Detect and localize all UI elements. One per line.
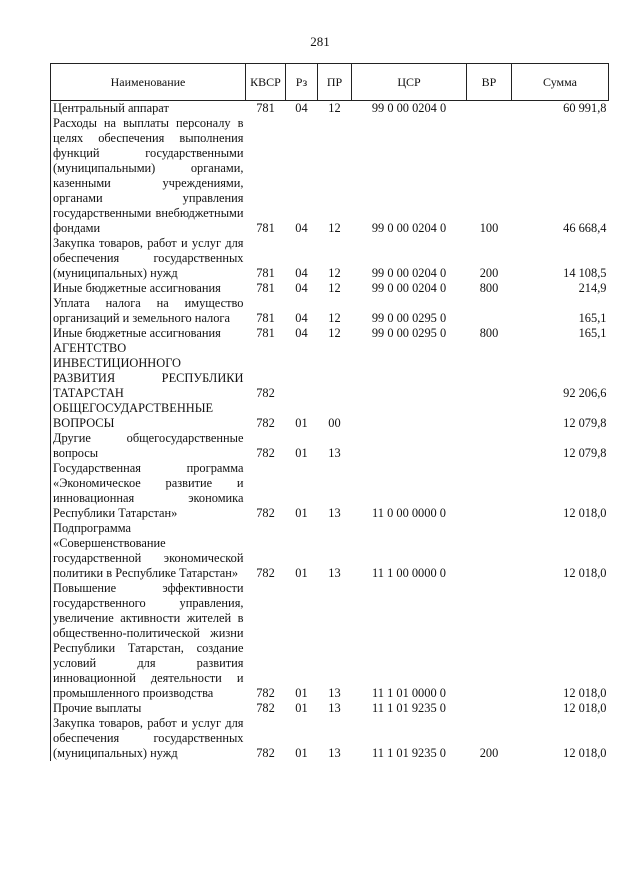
cell-pr: 13 — [328, 566, 341, 580]
cell-name: АГЕНТСТВО ИНВЕСТИЦИОННОГО РАЗВИТИЯ РЕСПУБЛИКИ ТАТАРСТАН — [51, 341, 246, 401]
cell-csr: 99 0 00 0204 0 — [371, 266, 447, 280]
cell-vr: 200 — [479, 266, 499, 280]
cell-name: Повышение эффективности государственного управления, увеличение активности жителей в общественно-политической жизни Республики Татарстан, создание условий для развития инновационной деятельности и промышленного производства — [51, 581, 246, 701]
cell-rz: 04 — [295, 326, 308, 340]
cell-sum: 12 018,0 — [563, 686, 607, 700]
cell-kvsr: 782 — [256, 686, 275, 700]
cell-rz: 04 — [295, 221, 308, 235]
cell-rz: 04 — [295, 311, 308, 325]
table-row — [51, 101, 609, 117]
cell-vr — [467, 341, 512, 401]
cell-name: Иные бюджетные ассигнования — [51, 281, 246, 296]
header-csr: ЦСР — [352, 64, 467, 101]
cell-name: Государственная программа «Экономическое развитие и инновационная экономика Республики Татарстан» — [51, 461, 246, 521]
cell-csr: 11 1 00 0000 0 — [372, 566, 446, 580]
table-row — [51, 341, 609, 401]
cell-pr: 12 — [328, 101, 341, 115]
cell-sum: 12 018,0 — [563, 506, 607, 520]
cell-name: Расходы на выплаты персоналу в целях обеспечения выполнения функций государственными (муниципальными) органами, казенными учреждениями, органами управления государственными внебюджетными фондами — [51, 116, 246, 236]
cell-csr — [352, 401, 467, 431]
header-kvsr: КВСР — [246, 64, 286, 101]
cell-pr: 13 — [328, 746, 341, 760]
cell-csr: 99 0 00 0204 0 — [371, 101, 447, 115]
cell-vr: 200 — [479, 746, 499, 760]
cell-kvsr: 782 — [256, 446, 275, 460]
table-row — [51, 281, 609, 296]
budget-table — [50, 63, 609, 761]
cell-pr: 12 — [328, 326, 341, 340]
table-body — [51, 101, 609, 762]
cell-name: ОБЩЕГОСУДАРСТВЕННЫЕ ВОПРОСЫ — [51, 401, 246, 431]
cell-rz — [286, 341, 318, 401]
cell-vr — [467, 581, 512, 701]
cell-vr — [467, 431, 512, 461]
cell-pr: 13 — [328, 701, 341, 715]
cell-rz: 01 — [295, 746, 308, 760]
cell-rz: 01 — [295, 566, 308, 580]
cell-kvsr: 782 — [256, 506, 275, 520]
cell-sum: 165,1 — [578, 311, 607, 325]
table-row — [51, 431, 609, 461]
cell-vr — [467, 101, 512, 117]
table-row — [51, 326, 609, 341]
cell-name: Подпрограмма «Совершенствование государственной экономической политики в Республике Татарстан» — [51, 521, 246, 581]
cell-sum: 12 018,0 — [563, 566, 607, 580]
table-row — [51, 581, 609, 701]
cell-name: Прочие выплаты — [51, 701, 246, 716]
cell-sum: 46 668,4 — [563, 221, 607, 235]
cell-kvsr: 781 — [256, 326, 275, 340]
cell-vr — [467, 521, 512, 581]
cell-pr: 12 — [328, 281, 341, 295]
header-rz: Рз — [286, 64, 318, 101]
cell-pr: 13 — [328, 686, 341, 700]
page-number: 281 — [310, 34, 330, 49]
cell-csr: 11 1 01 9235 0 — [372, 701, 446, 715]
cell-kvsr: 781 — [256, 281, 275, 295]
table-row — [51, 296, 609, 326]
cell-vr: 100 — [479, 221, 499, 235]
cell-csr: 11 1 01 0000 0 — [372, 686, 446, 700]
cell-kvsr: 782 — [256, 416, 275, 430]
cell-pr: 13 — [328, 446, 341, 460]
cell-pr: 12 — [328, 266, 341, 280]
cell-name: Закупка товаров, работ и услуг для обеспечения государственных (муниципальных) нужд — [51, 236, 246, 281]
header-pr: ПР — [318, 64, 352, 101]
cell-kvsr: 782 — [256, 566, 275, 580]
cell-sum: 14 108,5 — [563, 266, 607, 280]
cell-csr: 99 0 00 0295 0 — [371, 311, 447, 325]
cell-csr: 99 0 00 0295 0 — [371, 326, 447, 340]
cell-csr — [352, 341, 467, 401]
table-row — [51, 461, 609, 521]
cell-rz: 04 — [295, 281, 308, 295]
cell-pr: 13 — [328, 506, 341, 520]
cell-vr — [467, 401, 512, 431]
cell-sum: 92 206,6 — [563, 386, 607, 400]
cell-csr: 11 1 01 9235 0 — [372, 746, 446, 760]
cell-sum: 12 018,0 — [563, 746, 607, 760]
cell-vr — [467, 701, 512, 716]
cell-sum: 214,9 — [578, 281, 607, 295]
header-vr: ВР — [467, 64, 512, 101]
cell-vr: 800 — [479, 281, 499, 295]
cell-kvsr: 782 — [256, 701, 275, 715]
cell-pr: 12 — [328, 221, 341, 235]
cell-kvsr: 782 — [256, 746, 275, 760]
cell-sum: 12 079,8 — [563, 446, 607, 460]
cell-csr: 99 0 00 0204 0 — [371, 221, 447, 235]
cell-rz: 01 — [295, 416, 308, 430]
cell-rz: 04 — [295, 266, 308, 280]
cell-name: Уплата налога на имущество организаций и земельного налога — [51, 296, 246, 326]
cell-pr: 12 — [328, 311, 341, 325]
cell-name: Закупка товаров, работ и услуг для обеспечения государственных (муниципальных) нужд — [51, 716, 246, 761]
cell-vr — [467, 461, 512, 521]
cell-csr — [352, 431, 467, 461]
header-name: Наименование — [51, 64, 246, 101]
cell-name: Центральный аппарат — [51, 101, 246, 117]
table-row — [51, 521, 609, 581]
cell-kvsr: 781 — [256, 266, 275, 280]
cell-rz: 01 — [295, 686, 308, 700]
cell-rz: 04 — [295, 101, 308, 115]
cell-vr — [467, 296, 512, 326]
cell-name: Другие общегосударственные вопросы — [51, 431, 246, 461]
cell-vr: 800 — [479, 326, 499, 340]
table-header-row — [51, 64, 609, 101]
cell-sum: 60 991,8 — [563, 101, 607, 115]
cell-name: Иные бюджетные ассигнования — [51, 326, 246, 341]
cell-pr — [318, 341, 352, 401]
table-row — [51, 236, 609, 281]
cell-csr: 11 0 00 0000 0 — [372, 506, 446, 520]
cell-sum: 12 079,8 — [563, 416, 607, 430]
cell-rz: 01 — [295, 446, 308, 460]
cell-kvsr: 781 — [256, 101, 275, 115]
cell-rz: 01 — [295, 506, 308, 520]
table-row — [51, 701, 609, 716]
cell-sum: 12 018,0 — [563, 701, 607, 715]
header-sum: Сумма — [512, 64, 609, 101]
table-row — [51, 116, 609, 236]
cell-sum: 165,1 — [578, 326, 607, 340]
cell-csr: 99 0 00 0204 0 — [371, 281, 447, 295]
table-row — [51, 401, 609, 431]
cell-kvsr: 782 — [256, 386, 275, 400]
cell-kvsr: 781 — [256, 311, 275, 325]
cell-rz: 01 — [295, 701, 308, 715]
cell-kvsr: 781 — [256, 221, 275, 235]
cell-pr: 00 — [328, 416, 341, 430]
table-row — [51, 716, 609, 761]
